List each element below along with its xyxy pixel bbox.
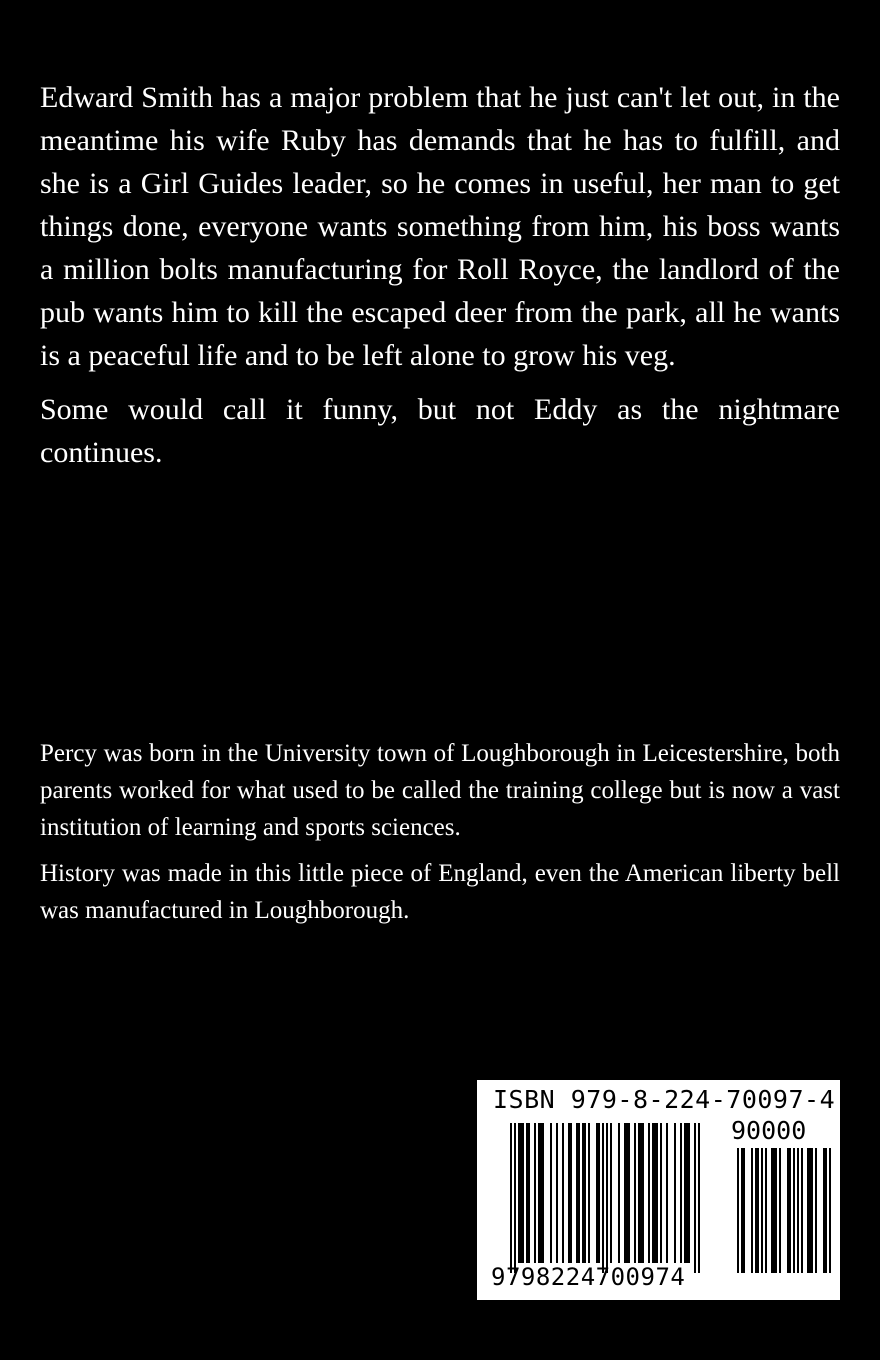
price-code-label: 90000: [731, 1116, 807, 1145]
ean-bar-8: [562, 1123, 564, 1263]
back-cover-blurb: [40, 76, 840, 485]
ean-bar-27: [684, 1123, 690, 1263]
ean-bar-29: [698, 1123, 700, 1273]
addon-bar-9: [793, 1148, 795, 1273]
ean-bar-24: [666, 1123, 668, 1263]
ean-bar-18: [624, 1123, 630, 1263]
ean-bar-21: [648, 1123, 650, 1263]
addon-bar-14: [823, 1148, 827, 1273]
ean-bar-16: [610, 1123, 612, 1263]
ean-bar-28: [694, 1123, 696, 1273]
ean-bar-0: [510, 1123, 512, 1273]
isbn-barcode: [477, 1080, 840, 1300]
ean-bars: [510, 1123, 700, 1273]
ean-bar-13: [596, 1123, 600, 1263]
ean-bar-6: [550, 1123, 552, 1263]
blurb-paragraph-1: Edward Smith has a major problem that he just can't let out, in the meantime his wife Ruby has demands that he has to fulfill, and she is a Girl Guides leader, so he comes in useful, her man to get things done, everyone wants something from him, his boss wants a million bolts manufacturing for Roll Royce, the landlord of the pub wants him to kill the escaped deer from the park, all he wants is a peaceful life and to be left alone to grow his veg.: [40, 81, 840, 372]
ean-bar-9: [568, 1123, 572, 1263]
addon-bar-5: [765, 1148, 767, 1273]
addon-bar-6: [771, 1148, 777, 1273]
addon-bar-12: [807, 1148, 813, 1273]
ean-bar-1: [514, 1123, 516, 1273]
ean-bar-26: [680, 1123, 682, 1263]
addon-bar-4: [761, 1148, 763, 1273]
addon-bar-8: [787, 1148, 791, 1273]
isbn-label: ISBN 979-8-224-70097-4: [493, 1085, 836, 1114]
ean-bar-17: [618, 1123, 620, 1263]
ean-bar-3: [526, 1123, 530, 1263]
addon-bar-7: [779, 1148, 781, 1273]
ean-bar-20: [638, 1123, 644, 1263]
ean-bar-14: [602, 1123, 604, 1273]
bio-paragraph-1: Percy was born in the University town of Loughborough in Leicestershire, both parents worked for what used to be called the training college but is now a vast institution of learning and sports sciences.: [40, 740, 840, 841]
ean-digits-label: 9798224700974: [491, 1263, 686, 1291]
ean-bar-2: [518, 1123, 524, 1263]
ean-bar-4: [534, 1123, 536, 1263]
addon-bar-10: [797, 1148, 799, 1273]
ean-bar-7: [556, 1123, 558, 1263]
addon-bar-15: [829, 1148, 831, 1273]
ean-bar-22: [652, 1123, 658, 1263]
ean-bar-10: [576, 1123, 580, 1263]
addon-bar-1: [741, 1148, 745, 1273]
addon-bar-13: [815, 1148, 817, 1273]
addon-bar-11: [801, 1148, 803, 1273]
addon-bar-0: [737, 1148, 739, 1273]
blurb-paragraph-2: Some would call it funny, but not Eddy as the nightmare continues.: [40, 393, 840, 469]
ean-bar-19: [634, 1123, 636, 1263]
addon-bars: [737, 1148, 831, 1273]
addon-bar-3: [755, 1148, 759, 1273]
ean-bar-25: [674, 1123, 676, 1263]
addon-bar-2: [751, 1148, 753, 1273]
ean-bar-5: [538, 1123, 544, 1263]
bio-paragraph-2: History was made in this little piece of England, even the American liberty bell was manufactured in Loughborough.: [40, 860, 840, 924]
ean-bar-23: [660, 1123, 662, 1263]
ean-bar-15: [606, 1123, 608, 1273]
author-bio: [40, 735, 840, 938]
ean-bar-12: [588, 1123, 590, 1263]
ean-bar-11: [582, 1123, 586, 1263]
